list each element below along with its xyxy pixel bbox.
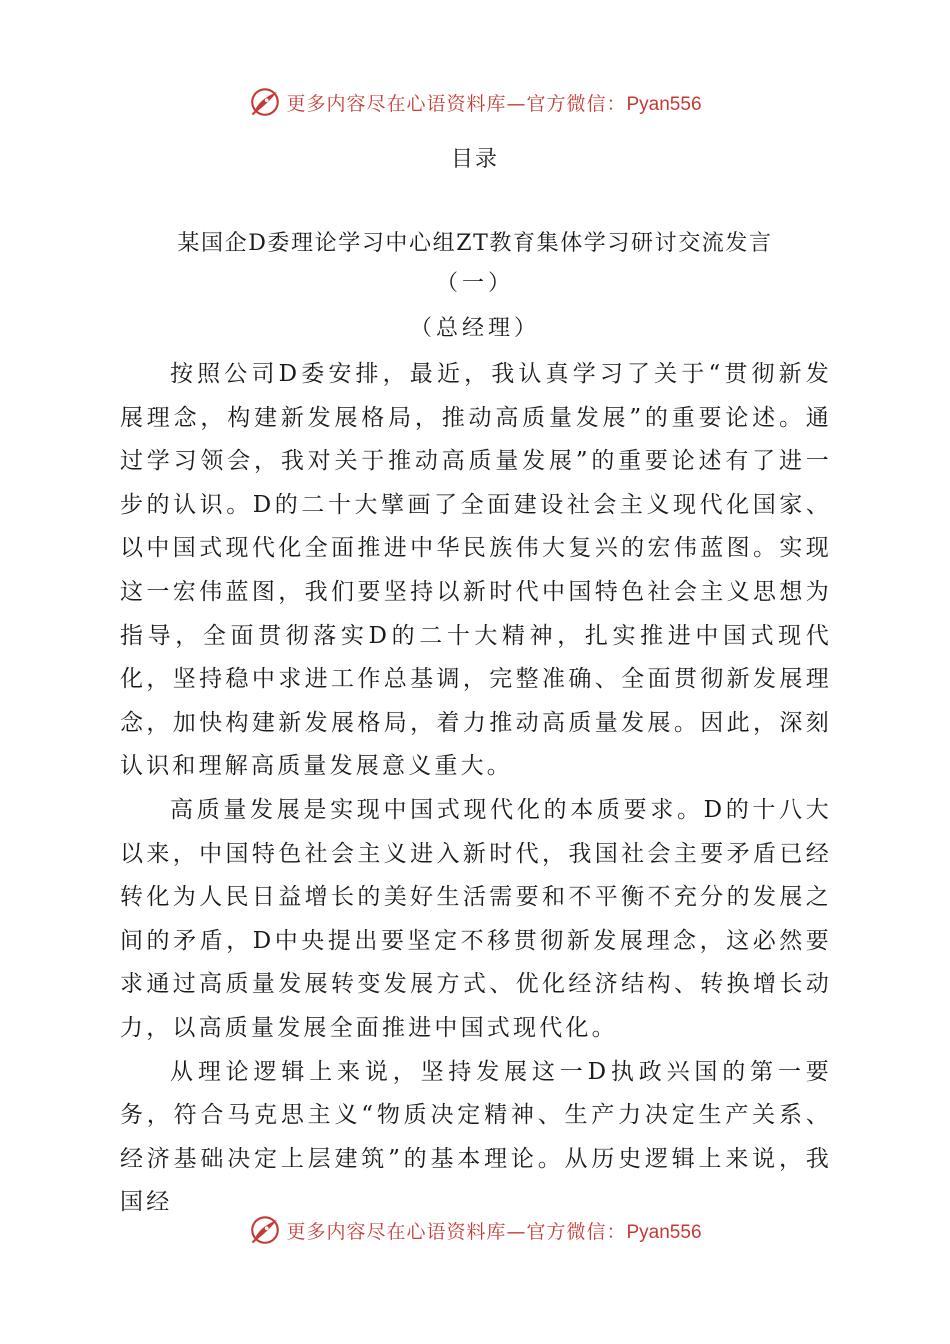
body-paragraph: 高质量发展是实现中国式现代化的本质要求。D的十八大以来，中国特色社会主义进入新时代，我国社会主要矛盾已经转化为人民日益增长的美好生活需要和不平衡不充分的发展之间的矛盾，D中央提出要坚定不移贯彻新发展理念，这必然要求通过高质量发展转变发展方式、优化经济结构、转换增长动力，以高质量发展全面推进中国式现代化。 (120, 796, 832, 1041)
banner-text (286, 1217, 701, 1244)
footer-banner (0, 1210, 950, 1250)
article-title: 某国企D委理论学习中心组ZT教育集体学习研讨交流发言 (177, 231, 773, 256)
article-body (120, 353, 832, 1225)
banner-dash: — (506, 1220, 527, 1243)
toc-heading: 目录 (450, 147, 499, 172)
body-paragraph: 从理论逻辑上来说，坚持发展这一D执政兴国的第一要务，符合马克思主义“物质决定精神、生产力决定生产关系、经济基础决定上层建筑”的基本理论。从历史逻辑上来说，我国经 (120, 1058, 832, 1216)
banner-library-name: 更多内容尽在心语资料库 (286, 92, 507, 115)
pen-nib-logo-icon (248, 1213, 282, 1247)
header-banner (0, 82, 950, 122)
banner-wechat-id: Pyan556 (626, 1221, 702, 1243)
banner-dash: — (506, 92, 527, 115)
banner-wechat-label: 官方微信： (526, 1220, 627, 1243)
body-paragraph: 按照公司D委安排，最近，我认真学习了关于“贯彻新发展理念，构建新发展格局，推动高质量发展”的重要论述。通过学习领会，我对关于推动高质量发展”的重要论述有了进一步的认识。D的二十大擘画了全面建设社会主义现代化国家、以中国式现代化全面推进中华民族伟大复兴的宏伟蓝图。实现这一宏伟蓝图，我们要坚持以新时代中国特色社会主义思想为指导，全面贯彻落实D的二十大精神，扎实推进中国式现代化，坚持稳中求进工作总基调，完整准确、全面贯彻新发展理念，加快构建新发展格局，着力推动高质量发展。因此，深刻认识和理解高质量发展意义重大。 (120, 361, 832, 780)
article-speaker: （总经理） (409, 316, 540, 341)
banner-wechat-label: 官方微信： (526, 92, 627, 115)
banner-wechat-id: Pyan556 (626, 93, 702, 115)
banner-text (286, 89, 701, 116)
article-number: （一） (435, 271, 514, 296)
pen-nib-logo-icon (248, 85, 282, 119)
banner-library-name: 更多内容尽在心语资料库 (286, 1220, 507, 1243)
